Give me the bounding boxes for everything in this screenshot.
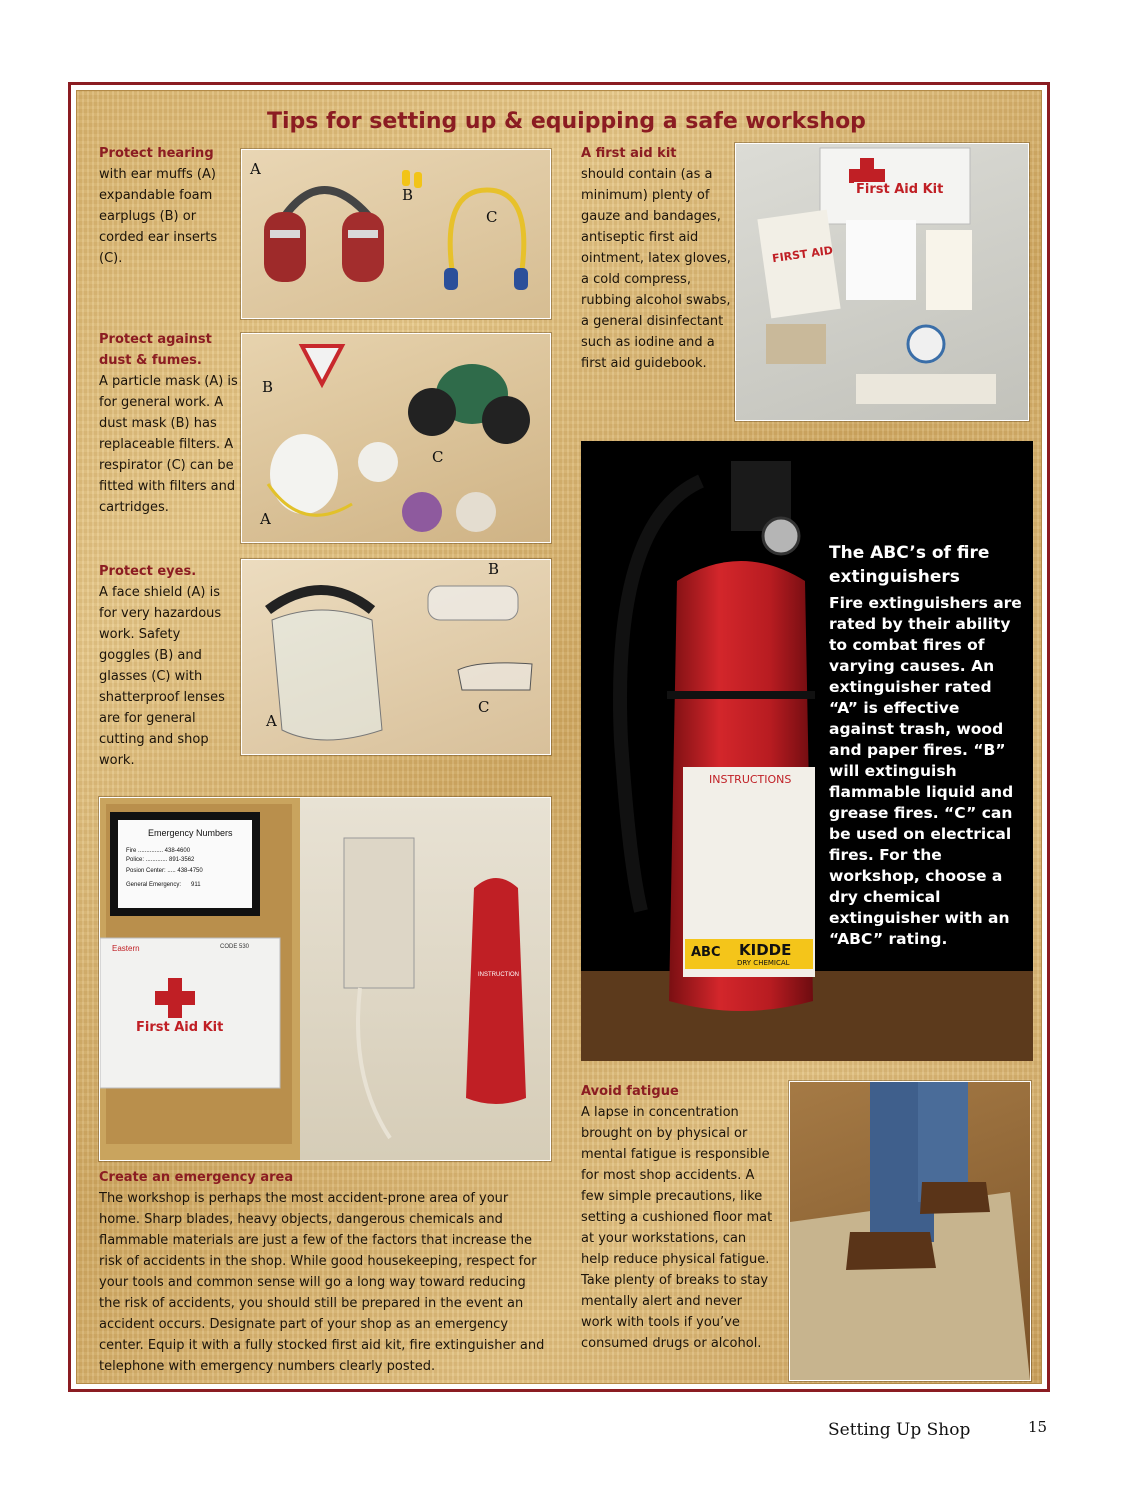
safety-goggles-icon	[428, 586, 518, 620]
dust-label-a: A	[260, 510, 271, 528]
hearing-illustration	[242, 150, 550, 318]
first-aid-text	[581, 143, 731, 374]
fire-extinguisher-card	[581, 441, 1033, 1061]
emergency-extinguisher-icon	[466, 878, 526, 1104]
eyes-heading: Protect eyes.	[99, 564, 197, 579]
dust-label-b: B	[262, 378, 274, 396]
fatigue-text	[581, 1081, 777, 1354]
emergency-sign-title: Emergency Numbers	[148, 828, 233, 838]
page-title: Tips for setting up & equipping a safe workshop	[267, 109, 866, 134]
dust-text	[99, 329, 239, 518]
dust-label-c: C	[432, 448, 444, 466]
footer-page-number: 15	[1028, 1418, 1048, 1436]
dust-illustration	[242, 334, 550, 542]
eyes-label-b: B	[488, 560, 500, 578]
footer-section-title: Setting Up Shop	[828, 1420, 971, 1440]
extinguisher-title: The ABC’s of fire extinguishers	[829, 543, 990, 587]
fatigue-body: A lapse in concentration brought on by physical or mental fatigue is responsible for most shop accidents. A few simple precautions, like setting a cushioned floor mat at your workstations, can help reduce physical fatigue. Take plenty of breaks to stay mentally alert and never work with tools if you’ve consumed drugs or alcohol.	[581, 1105, 773, 1351]
extinguisher-brand-sub-label: DRY CHEMICAL	[737, 959, 790, 967]
extinguisher-brand-label: KIDDE	[739, 941, 792, 959]
emergency-heading: Create an emergency area	[99, 1170, 294, 1185]
page-frame	[68, 82, 1050, 1392]
first-aid-body: should contain (as a minimum) plenty of gauze and bandages, antiseptic first aid ointment, latex gloves, a cold compress, rubbing alcohol swabs, a general disinfectant such as iodine and a first aid guidebook.	[581, 167, 731, 371]
eyes-illustration	[242, 560, 550, 754]
earplug-icon	[402, 170, 410, 186]
dust-mask-icon	[270, 434, 338, 514]
extinguisher-instructions-label: INSTRUCTIONS	[709, 773, 792, 786]
eyes-photo	[241, 559, 551, 755]
eyes-label-c: C	[478, 698, 490, 716]
gold-board	[76, 90, 1042, 1384]
hearing-text	[99, 143, 229, 269]
corded-ear-insert-icon	[450, 190, 524, 270]
safety-glasses-icon	[458, 663, 532, 690]
dust-heading: Protect against dust & fumes.	[99, 332, 212, 368]
eyes-text	[99, 561, 229, 771]
emergency-body: The workshop is perhaps the most accident-prone area of your home. Sharp blades, heavy objects, dangerous chemicals and flammable materials are just a few of the factors that increase the risk of accidents in the shop. While good housekeeping, respect for your tools and common sense will go a long way toward reducing the risk of accidents, you should still be prepared in the event an accident occurs. Designate part of your shop as an emergency center. Equip it with a fully stocked first aid kit, fire extinguisher and telephone with emergency numbers clearly posted.	[99, 1191, 545, 1374]
dust-body: A particle mask (A) is for general work. A dust mask (B) has replaceable filters. A respirator (C) can be fitted with filters and cartridges.	[99, 374, 238, 515]
emergency-kit-code: CODE 530	[220, 944, 250, 950]
first-aid-book-icon	[757, 210, 840, 319]
extinguisher-abc-label: ABC	[691, 945, 721, 960]
emergency-photo	[99, 797, 551, 1161]
earmuff-right-icon	[342, 212, 384, 282]
fatigue-illustration	[790, 1082, 1030, 1380]
emergency-sign-line-2: Police: ............. 891-3562	[126, 857, 195, 863]
emergency-kit-brand: Eastern	[112, 944, 140, 953]
hearing-body: with ear muffs (A) expandable foam earplugs (B) or corded ear inserts (C).	[99, 167, 218, 266]
emergency-kit-label: First Aid Kit	[136, 1020, 224, 1035]
emergency-sign-line-4: General Emergency: 911	[126, 882, 201, 888]
work-boot-icon	[846, 1232, 936, 1270]
emergency-text	[99, 1167, 551, 1377]
first-aid-book-label: FIRST AID	[771, 243, 834, 266]
hearing-label-c: C	[486, 208, 498, 226]
hearing-label-a: A	[250, 160, 261, 178]
hearing-heading: Protect hearing	[99, 146, 214, 161]
fatigue-heading: Avoid fatigue	[581, 1084, 679, 1099]
particle-mask-icon	[302, 346, 342, 384]
first-aid-photo	[735, 143, 1029, 421]
emergency-extinguisher-label: INSTRUCTION	[478, 972, 519, 978]
emergency-sign-line-3: Posion Center: ..... 438-4750	[126, 868, 203, 874]
filter-cartridge-icon	[402, 492, 442, 532]
earmuff-left-icon	[264, 212, 306, 282]
dust-photo	[241, 333, 551, 543]
first-aid-box-label: First Aid Kit	[856, 182, 944, 197]
hearing-photo	[241, 149, 551, 319]
emergency-first-aid-kit-icon	[100, 938, 280, 1088]
face-shield-icon	[268, 590, 372, 610]
emergency-sign-line-1: Fire ............... 438-4600	[126, 848, 191, 854]
wall-phone-icon	[344, 838, 414, 988]
first-aid-heading: A first aid kit	[581, 146, 677, 161]
eyes-label-a: A	[266, 712, 277, 730]
hearing-label-b: B	[402, 186, 414, 204]
eyes-body: A face shield (A) is for very hazardous work. Safety goggles (B) and glasses (C) with shatterproof lenses are for general cutting and shop work.	[99, 585, 225, 768]
extinguisher-body: Fire extinguishers are rated by their ability to combat fires of varying causes. An extinguisher rated “A” is effective against trash, wood and paper fires. “B” will extinguish flammable liquid and grease fires. “C” can be used on electrical fires. For the workshop, choose a dry chemical extinguisher with an “ABC” rating.	[829, 594, 1022, 948]
fatigue-photo	[789, 1081, 1031, 1381]
